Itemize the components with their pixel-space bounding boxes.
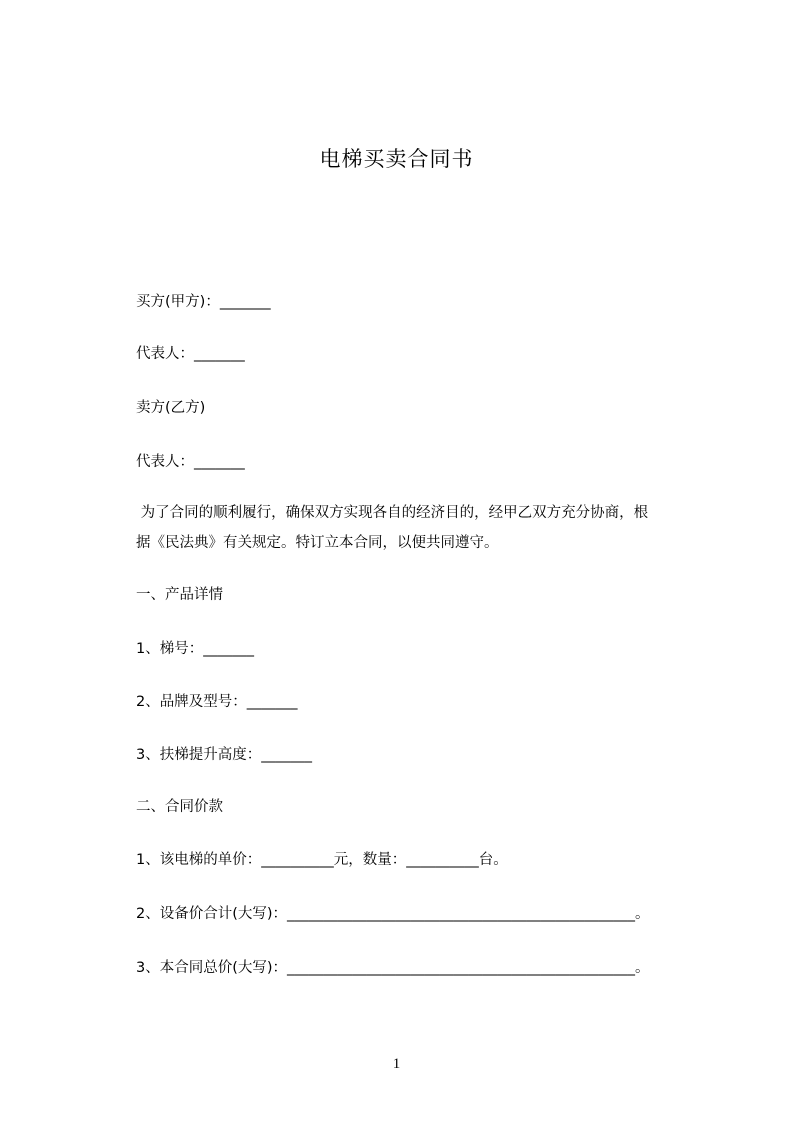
- seller-line: 卖方(乙方): [136, 400, 206, 416]
- section-2-heading: 二、合同价款: [136, 799, 223, 815]
- section-1-item-1: 1、梯号：_______: [136, 641, 254, 657]
- section-2-item-3: 3、本合同总价(大写)：________________________________________________。: [136, 960, 650, 976]
- section-1-item-3: 3、扶梯提升高度：_______: [136, 747, 312, 763]
- page-number: 1: [392, 1056, 401, 1072]
- document-title: 电梯买卖合同书: [319, 147, 474, 171]
- section-2-item-1: 1、该电梯的单价：__________元，数量：__________台。: [136, 852, 508, 868]
- preamble-line-2: 据《民法典》有关规定。特订立本合同，以便共同遵守。: [136, 535, 499, 551]
- buyer-line: 买方(甲方)：_______: [136, 294, 271, 310]
- buyer-representative-line: 代表人：_______: [136, 346, 245, 362]
- section-2-item-2: 2、设备价合计(大写)：________________________________________________。: [136, 906, 650, 922]
- section-1-item-2: 2、品牌及型号：_______: [136, 694, 298, 710]
- seller-representative-line: 代表人：_______: [136, 454, 245, 470]
- preamble-line-1: 为了合同的顺利履行，确保双方实现各自的经济目的，经甲乙双方充分协商，根: [136, 505, 649, 521]
- section-1-heading: 一、产品详情: [136, 587, 223, 603]
